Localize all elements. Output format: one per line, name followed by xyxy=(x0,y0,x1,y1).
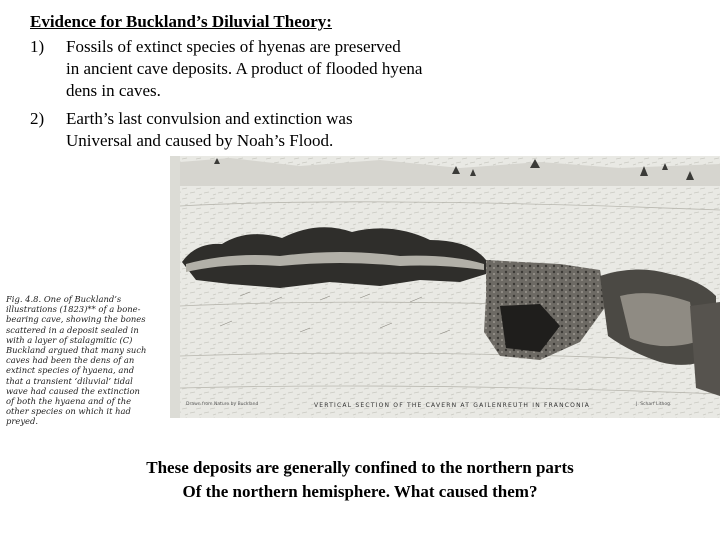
caption-line: Buckland argued that many such xyxy=(6,345,147,356)
slide-heading: Evidence for Buckland’s Diluvial Theory: xyxy=(30,12,332,31)
evidence-point-2 xyxy=(30,108,500,152)
caption-line: extinct species of hyaena, and xyxy=(6,365,135,376)
caption-line: of both the hyaena and of the xyxy=(6,396,132,407)
caption-line: scattered in a deposit sealed in xyxy=(6,324,139,335)
caption-line: caves had been the dens of an xyxy=(6,355,135,366)
point-line: dens in caves. xyxy=(66,81,161,100)
caption-line: that a transient ‘diluvial’ tidal xyxy=(6,375,133,386)
figure-caption xyxy=(6,294,170,427)
caption-line: with a layer of stalagmitic (C) xyxy=(6,334,133,345)
caption-line: wave had caused the extinction xyxy=(6,385,140,396)
plate-credit-left: Drawn from Nature by Buckland xyxy=(186,402,259,407)
evidence-point-1 xyxy=(30,36,500,102)
point-line: Fossils of extinct species of hyenas are preserved xyxy=(66,37,401,56)
caption-line: other species on which it had xyxy=(6,406,131,417)
caption-line: bearing cave, showing the bones xyxy=(6,314,146,325)
footer-line-2: Of the northern hemisphere. What caused them? xyxy=(182,482,538,501)
plate-title: VERTICAL SECTION OF THE CAVERN AT GAILENREUTH IN FRANCONIA xyxy=(313,402,591,409)
caption-line: illustrations (1823)** of a bone- xyxy=(6,304,141,315)
caption-line: Fig. 4.8. One of Buckland’s xyxy=(6,294,122,304)
point-line: Earth’s last convulsion and extinction was xyxy=(66,109,353,128)
point-line: in ancient cave deposits. A product of flooded hyena xyxy=(66,59,423,78)
footer-line-1: These deposits are generally confined to the northern parts xyxy=(146,458,574,477)
closing-question xyxy=(60,456,660,504)
plate-credit-right: J. Scharf Lithog. xyxy=(636,402,672,407)
point-number: 2) xyxy=(30,109,45,128)
cave-illustration xyxy=(0,156,720,427)
caption-line: preyed. xyxy=(6,416,39,427)
point-number: 1) xyxy=(30,37,45,56)
point-line: Universal and caused by Noah’s Flood. xyxy=(66,131,334,150)
